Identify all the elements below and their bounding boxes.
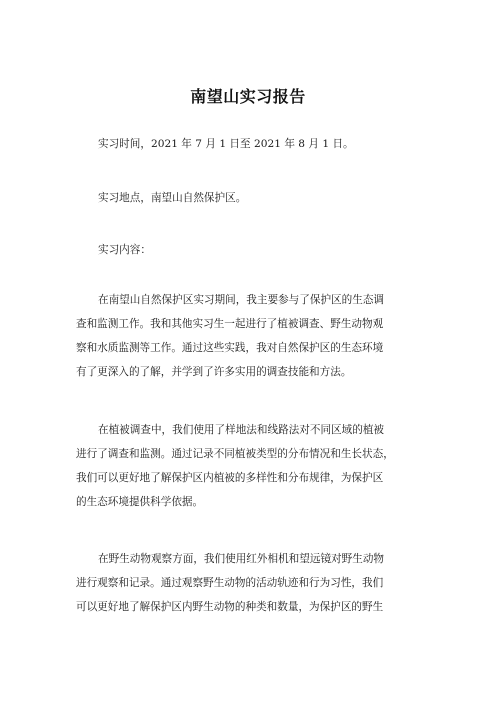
paragraph-2 — [76, 418, 436, 514]
paragraph-line: 在植被调查中，我们使用了样地法和线路法对不同区域的植被 — [98, 424, 385, 436]
paragraph-1 — [76, 288, 436, 384]
paragraph-line: 进行观察和记录。通过观察野生动物的活动轨迹和行为习性，我们 — [76, 577, 384, 589]
paragraph-3 — [76, 547, 436, 619]
paragraph-line: 有了更深入的了解，并学到了许多实用的调查技能和方法。 — [76, 366, 352, 378]
internship-place — [76, 186, 436, 210]
internship-time-text: 实习时间，2021 年 7 月 1 日至 2021 年 8 月 1 日。 — [98, 138, 354, 150]
paragraph-line: 察和水质监测等工作。通过这些实践，我对自然保护区的生态环境 — [76, 342, 384, 354]
paragraph-line: 我们可以更好地了解保护区内植被的多样性和分布规律，为保护区 — [76, 472, 384, 484]
document-title: 南望山实习报告 — [190, 87, 306, 106]
paragraph-line: 在南望山自然保护区实习期间，我主要参与了保护区的生态调 — [98, 294, 385, 306]
paragraph-line: 在野生动物观察方面，我们使用红外相机和望远镜对野生动物 — [98, 553, 385, 565]
paragraph-line: 可以更好地了解保护区内野生动物的种类和数量，为保护区的野生 — [76, 601, 384, 613]
internship-time — [76, 132, 436, 156]
content-heading-text: 实习内容： — [98, 244, 151, 256]
paragraph-line: 的生态环境提供科学依据。 — [76, 496, 204, 508]
paragraph-line: 查和监测工作。我和其他实习生一起进行了植被调查、野生动物观 — [76, 318, 384, 330]
content-heading — [76, 238, 436, 262]
paragraph-line: 进行了调查和监测。通过记录不同植被类型的分布情况和生长状态， — [76, 448, 394, 460]
internship-place-text: 实习地点，南望山自然保护区。 — [98, 192, 247, 204]
